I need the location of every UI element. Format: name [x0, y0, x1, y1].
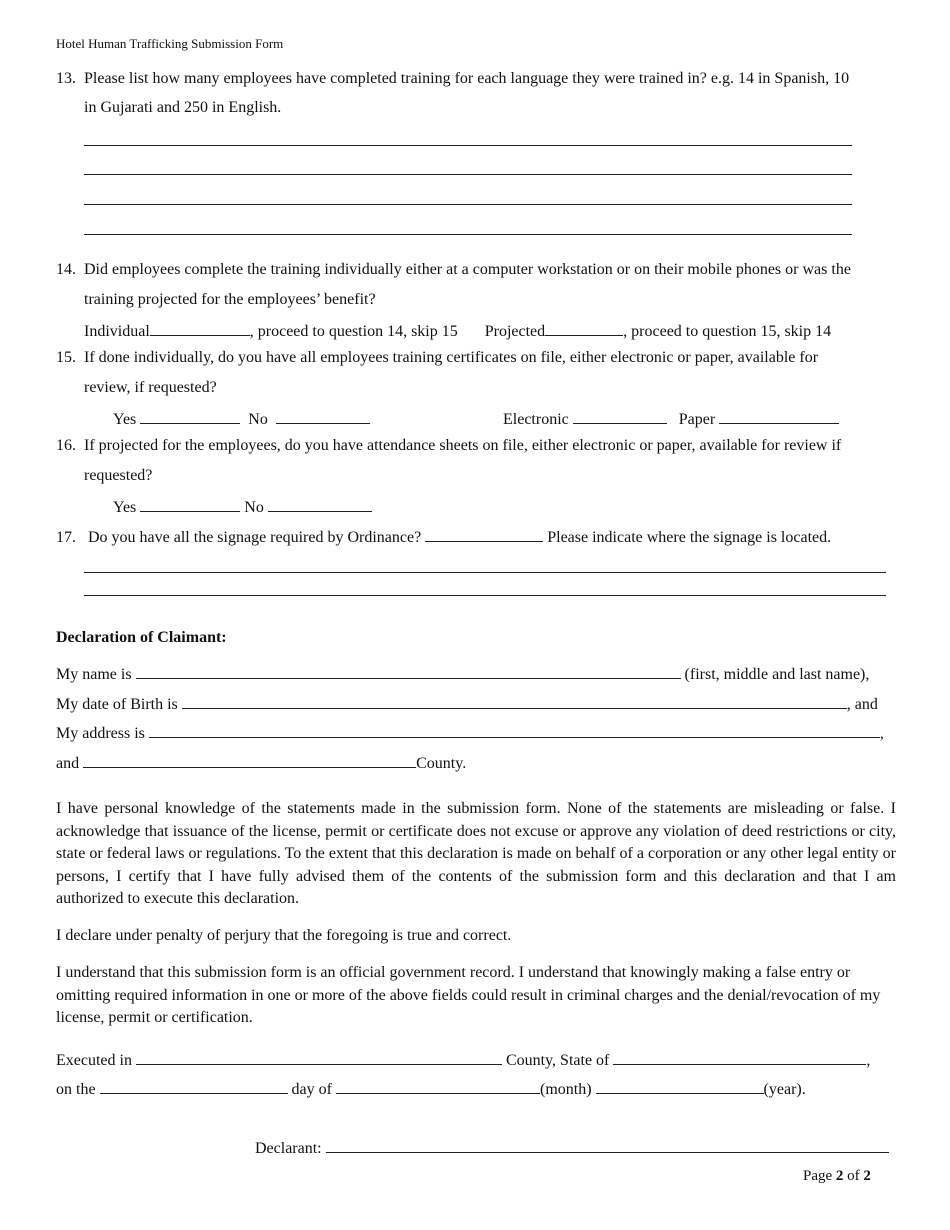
name-row [56, 663, 869, 684]
individual-blank[interactable] [150, 320, 250, 336]
answer-line-13-1[interactable] [84, 145, 852, 146]
address-row [56, 722, 884, 743]
question-text: Did employees complete the training individually either at a computer workstation or on their mobile phones or was the [84, 261, 851, 278]
question-number: 13. [56, 70, 76, 87]
declarant-row [255, 1137, 889, 1158]
question-15-yes-no [113, 408, 370, 429]
page-prefix: Page [803, 1168, 833, 1184]
name-field[interactable] [136, 663, 681, 679]
county-field[interactable] [83, 752, 416, 768]
declaration-heading: Declaration of Claimant: [56, 629, 227, 646]
form-header-title: Hotel Human Trafficking Submission Form [56, 36, 284, 51]
question-14-options [84, 320, 831, 341]
yes-label: Yes [113, 411, 137, 428]
projected-blank[interactable] [545, 320, 623, 336]
executed-county-field[interactable] [136, 1049, 502, 1065]
declarant-signature-field[interactable] [326, 1137, 889, 1153]
paper-label: Paper [678, 411, 716, 428]
option-projected-label: Projected [484, 323, 546, 340]
no-label: No [248, 411, 268, 428]
executed-suffix: , [866, 1052, 871, 1069]
declaration-paragraph-3: I understand that this submission form is an official government record. I understand that knowingly making a false entry or omitting required information in one or more of the above fields could result in criminal charges and the denial/revocation of my license, permit or certification. [56, 964, 881, 1027]
address-field[interactable] [149, 722, 880, 738]
answer-line-13-4[interactable] [84, 234, 852, 235]
question-16 [56, 437, 841, 455]
year-label: (year). [763, 1081, 806, 1098]
name-label: My name is [56, 666, 132, 683]
question-16-line2: requested? [84, 467, 153, 484]
address-suffix: , [879, 725, 884, 742]
question-number: 15. [56, 349, 76, 366]
county-row [56, 752, 466, 773]
page-total: 2 [863, 1168, 871, 1184]
question-14 [56, 261, 851, 279]
executed-label: Executed in [56, 1052, 132, 1069]
electronic-label: Electronic [503, 411, 569, 428]
question-text-2: Please indicate where the signage is located. [547, 529, 832, 546]
option-projected-note: , proceed to question 15, skip 14 [623, 323, 832, 340]
no-blank[interactable] [276, 408, 370, 424]
declaration-paragraph-1: I have personal knowledge of the statements made in the submission form. None of the statements are misleading or false. I acknowledge that issuance of the license, permit or certificate does not excuse or approve any violation of deed restrictions or city, state or federal laws or regulations. To the extent that this declaration is made on behalf of a corporation or any other legal entity or persons, I certify that I have fully advised them of the contents of the submission form and this declaration and that I am authorized to execute this declaration. [56, 800, 896, 908]
county-prefix: and [56, 755, 80, 772]
yes-label: Yes [113, 499, 137, 516]
question-17 [56, 526, 831, 547]
answer-line-13-3[interactable] [84, 204, 852, 205]
name-suffix: (first, middle and last name), [684, 666, 870, 683]
address-label: My address is [56, 725, 145, 742]
paper-blank[interactable] [719, 408, 839, 424]
state-field[interactable] [613, 1049, 866, 1065]
option-individual-label: Individual [84, 323, 150, 340]
question-14-line2: training projected for the employees’ benefit? [84, 291, 376, 308]
question-text: Do you have all the signage required by Ordinance? [88, 529, 422, 546]
question-number: 16. [56, 437, 76, 454]
executed-row [56, 1049, 870, 1070]
dob-label: My date of Birth is [56, 696, 178, 713]
date-row [56, 1078, 806, 1099]
year-field[interactable] [596, 1078, 764, 1094]
day-of-label: day of [291, 1081, 332, 1098]
question-16-yes-no [113, 496, 372, 517]
question-13 [56, 70, 849, 88]
question-15-media [503, 408, 839, 429]
page-current: 2 [835, 1168, 844, 1184]
signage-blank[interactable] [425, 526, 543, 542]
no-blank[interactable] [268, 496, 372, 512]
county-suffix: County. [416, 755, 467, 772]
on-the-label: on the [56, 1081, 96, 1098]
answer-line-13-2[interactable] [84, 174, 852, 175]
dob-field[interactable] [182, 693, 847, 709]
answer-line-17-1[interactable] [84, 572, 886, 573]
question-text: Please list how many employees have completed training for each language they were trained in? e.g. 14 in Spanish, 10 [84, 70, 850, 87]
question-number: 14. [56, 261, 76, 278]
yes-blank[interactable] [140, 408, 240, 424]
question-number: 17. [56, 529, 76, 546]
page-number [803, 1168, 871, 1185]
month-field[interactable] [336, 1078, 540, 1094]
no-label: No [244, 499, 264, 516]
question-text: If done individually, do you have all employees training certificates on file, either electronic or paper, available for [84, 349, 819, 366]
option-individual-note: , proceed to question 14, skip 15 [249, 323, 458, 340]
declaration-paragraph-2: I declare under penalty of perjury that the foregoing is true and correct. [56, 927, 512, 944]
day-field[interactable] [100, 1078, 288, 1094]
dob-suffix: , and [846, 696, 878, 713]
declarant-label: Declarant: [255, 1140, 322, 1157]
yes-blank[interactable] [140, 496, 240, 512]
county-state-label: County, State of [505, 1052, 610, 1069]
question-15 [56, 349, 818, 367]
question-15-line2: review, if requested? [84, 379, 217, 396]
answer-line-17-2[interactable] [84, 595, 886, 596]
dob-row [56, 693, 878, 714]
electronic-blank[interactable] [573, 408, 667, 424]
question-text: If projected for the employees, do you have attendance sheets on file, either electronic or paper, available for review if [84, 437, 842, 454]
question-13-line2: in Gujarati and 250 in English. [84, 99, 282, 116]
page-of: of [847, 1168, 860, 1184]
month-label: (month) [539, 1081, 592, 1098]
